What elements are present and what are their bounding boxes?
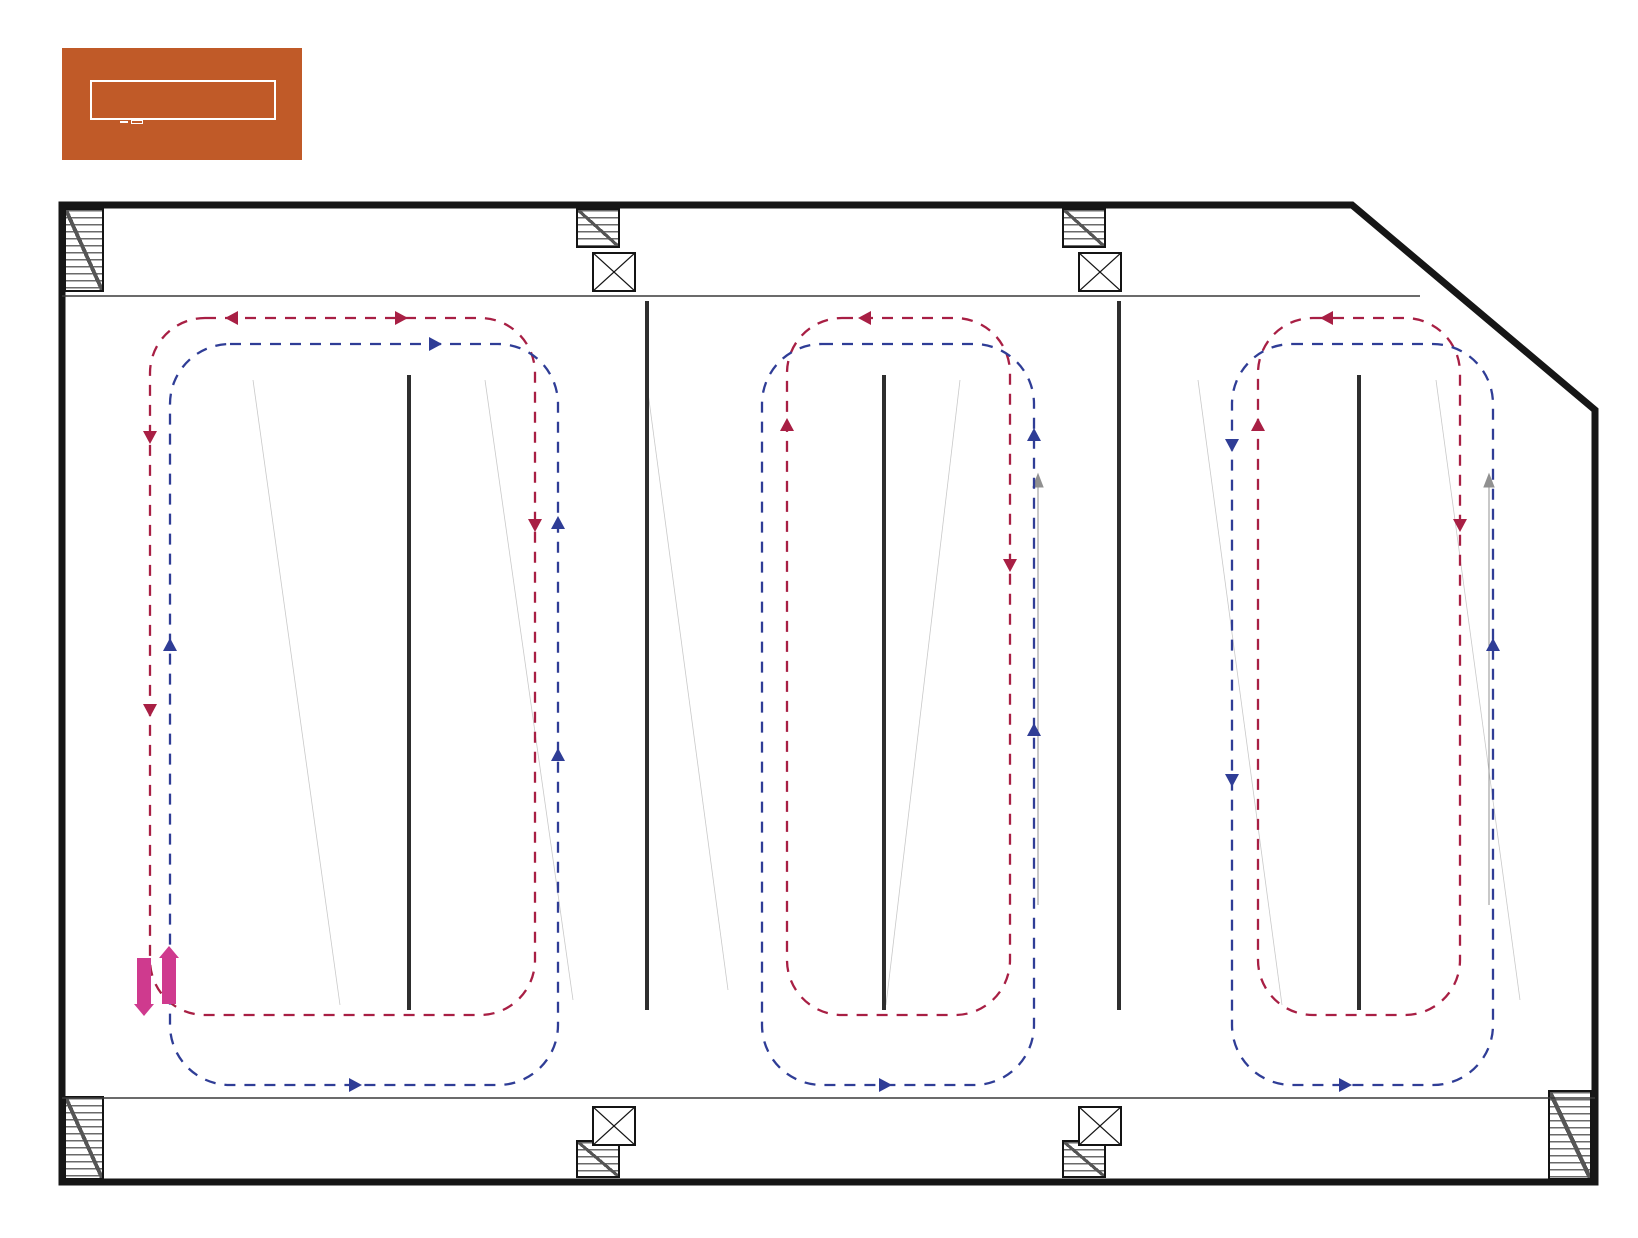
stairs-bottom-right-area [1532,1066,1534,1112]
construction-lines [253,380,1520,1005]
stairs-top-2 [1062,208,1106,248]
lift-bottom-1 [592,1106,636,1146]
lift-x-icon [594,1108,634,1144]
logo-up-badge [120,121,128,123]
logo-kvartal-badge [131,120,143,124]
outer-boundary-wall [62,205,1595,1182]
route-blue-dashed [170,344,1493,1085]
wall-pair-left-block [407,375,411,1010]
class-legend [1005,50,1059,86]
ramp-arrows [1033,474,1494,905]
exit-marker [137,958,151,1004]
wall-corridor-mid [1117,301,1121,1010]
wall-pair-right-block [1357,375,1361,1010]
stairs-bottom-1-area [558,1130,560,1176]
entry-marker [162,958,176,1004]
stairs-bottom-left [64,1096,104,1180]
entry-arrow-icon [159,946,179,958]
route-red-dashed [150,318,1460,1015]
stairs-top-1-area [558,212,560,258]
stairs-top-2-area [1044,212,1046,258]
logo-title [90,80,276,120]
lift-x-icon [1080,254,1120,290]
lift-top-1 [592,252,636,292]
wall-pair-mid-block [882,375,886,1010]
stairs-top-left [64,208,104,292]
stairs-top-1 [576,208,620,248]
lift-x-icon [1080,1108,1120,1144]
stairs-bottom-2-area [1044,1130,1046,1176]
skolkovsky-logo [62,48,302,160]
wall-corridor-left [645,301,649,1010]
stairs-bottom-right [1548,1090,1592,1180]
exit-arrow-icon [134,1004,154,1016]
logo-subtitle [120,120,143,124]
route-blue-arrowheads [163,337,1500,1092]
lift-top-2 [1078,252,1122,292]
route-red-arrowheads [143,311,1467,717]
lift-x-icon [594,254,634,290]
lift-bottom-2 [1078,1106,1122,1146]
